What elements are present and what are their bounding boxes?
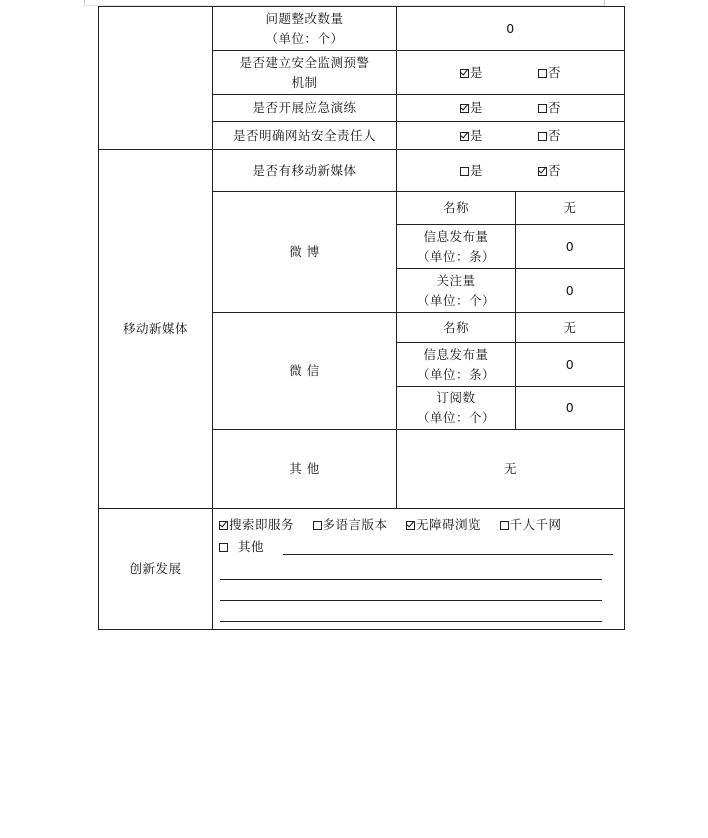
weibo-posts-value: 0 xyxy=(516,225,625,269)
wechat-posts-unit: （单位：条） xyxy=(416,366,495,382)
report-table xyxy=(98,6,625,630)
empty-box-icon[interactable] xyxy=(460,167,469,176)
has-media-yes-option[interactable] xyxy=(460,161,483,181)
wechat-subscribe-label-cell xyxy=(397,387,516,430)
weibo-follow-label-cell xyxy=(397,269,516,313)
empty-box-icon[interactable] xyxy=(313,521,322,530)
weibo-name-value: 无 xyxy=(516,192,625,225)
wechat-posts-value: 0 xyxy=(516,343,625,387)
checked-box-icon[interactable] xyxy=(406,521,415,530)
checked-box-icon[interactable] xyxy=(460,132,469,141)
weibo-follow-value: 0 xyxy=(516,269,625,313)
personalized-label: 千人千网 xyxy=(509,517,562,532)
weibo-posts-label-cell xyxy=(397,225,516,269)
yes-label: 是 xyxy=(470,64,484,80)
innovation-options xyxy=(213,509,625,630)
accessible-option[interactable] xyxy=(406,515,481,535)
wechat-subscribe-value: 0 xyxy=(516,387,625,430)
wechat-name-value: 无 xyxy=(516,313,625,343)
has-mobile-media-options xyxy=(397,150,625,192)
no-label: 否 xyxy=(547,162,561,178)
personalized-option[interactable] xyxy=(500,515,562,535)
wechat-subscribe-unit: （单位：个） xyxy=(416,410,495,425)
rectification-count-value: 0 xyxy=(397,7,625,51)
drill-no-option[interactable] xyxy=(538,98,561,118)
no-label: 否 xyxy=(547,100,561,115)
drill-label: 是否开展应急演练 xyxy=(213,95,397,122)
monitoring-label-line2: 机制 xyxy=(291,74,318,90)
no-label: 否 xyxy=(547,64,561,80)
has-mobile-media-label: 是否有移动新媒体 xyxy=(213,150,397,192)
monitoring-options xyxy=(397,51,625,95)
empty-box-icon[interactable] xyxy=(500,521,509,530)
no-label: 否 xyxy=(547,127,561,143)
yes-label: 是 xyxy=(470,100,484,115)
monitoring-label-line1: 是否建立安全监测预警 xyxy=(239,54,370,70)
multilingual-label: 多语言版本 xyxy=(322,517,388,532)
monitoring-label-cell xyxy=(213,51,397,95)
yes-label: 是 xyxy=(470,127,484,143)
weibo-label: 微 博 xyxy=(213,192,397,313)
continued-group-cell xyxy=(99,7,213,150)
weibo-follow-label: 关注量 xyxy=(436,272,476,288)
blank-line-1[interactable] xyxy=(220,559,602,580)
innovation-other-line xyxy=(219,537,624,559)
weibo-name-label: 名称 xyxy=(397,192,516,225)
monitoring-no-option[interactable] xyxy=(538,63,561,83)
wechat-subscribe-label: 订阅数 xyxy=(436,390,476,405)
wechat-posts-label-cell xyxy=(397,343,516,387)
weibo-posts-label: 信息发布量 xyxy=(423,228,489,244)
wechat-posts-label: 信息发布量 xyxy=(423,346,489,362)
drill-yes-option[interactable] xyxy=(460,98,483,118)
drill-options xyxy=(397,95,625,122)
yes-label: 是 xyxy=(470,162,484,178)
empty-box-icon[interactable] xyxy=(538,69,547,78)
weibo-follow-unit: （单位：个） xyxy=(416,292,495,308)
search-service-label: 搜索即服务 xyxy=(229,517,295,532)
monitoring-yes-option[interactable] xyxy=(460,63,483,83)
innovation-label: 创新发展 xyxy=(99,509,213,630)
weibo-posts-unit: （单位：条） xyxy=(416,248,495,264)
has-media-no-option[interactable] xyxy=(538,161,561,181)
blank-line-2[interactable] xyxy=(220,580,602,601)
other-media-value: 无 xyxy=(397,430,625,509)
responsible-label: 是否明确网站安全责任人 xyxy=(213,122,397,150)
checked-box-icon[interactable] xyxy=(538,167,547,176)
empty-box-icon[interactable] xyxy=(538,132,547,141)
rectification-count-label: 问题整改数量 xyxy=(265,10,344,26)
checked-box-icon[interactable] xyxy=(460,104,469,113)
empty-box-icon[interactable] xyxy=(538,104,547,113)
wechat-name-label: 名称 xyxy=(397,313,516,343)
has-mobile-media-row xyxy=(99,150,625,192)
rectification-count-row xyxy=(99,7,625,51)
other-option[interactable] xyxy=(219,537,264,557)
checked-box-icon[interactable] xyxy=(219,521,228,530)
rectification-count-unit: （单位：个） xyxy=(265,30,344,46)
mobile-media-group-label: 移动新媒体 xyxy=(99,150,213,509)
responsible-yes-option[interactable] xyxy=(460,126,483,146)
checked-box-icon[interactable] xyxy=(460,69,469,78)
other-media-label: 其 他 xyxy=(213,430,397,509)
responsible-no-option[interactable] xyxy=(538,126,561,146)
responsible-options xyxy=(397,122,625,150)
blank-line-3[interactable] xyxy=(220,601,602,622)
multilingual-option[interactable] xyxy=(313,515,388,535)
other-label: 其他 xyxy=(238,539,265,554)
accessible-label: 无障碍浏览 xyxy=(416,517,482,532)
empty-box-icon[interactable] xyxy=(219,543,228,552)
innovation-row xyxy=(99,509,625,630)
wechat-label: 微 信 xyxy=(213,313,397,430)
search-service-option[interactable] xyxy=(219,515,294,535)
rectification-count-label-cell xyxy=(213,7,397,51)
other-input-line[interactable] xyxy=(283,540,613,555)
